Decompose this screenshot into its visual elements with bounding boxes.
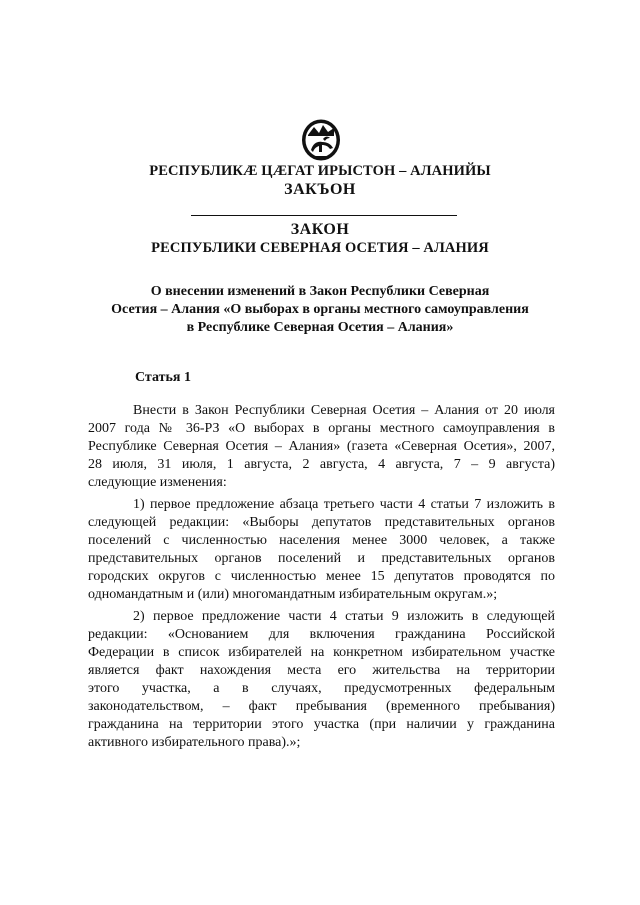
paragraph-line: Внести в Закон Республики Северная Осетия – Алания от 20 июля bbox=[133, 403, 555, 418]
paragraph-line: этого участка, а в случаях, предусмотренных федеральным bbox=[88, 681, 555, 696]
paragraph-line: 1) первое предложение абзаца третьего части 4 статьи 7 изложить в bbox=[133, 497, 555, 512]
paragraph-line: поселений с численностью населения менее 3000 человек, а также bbox=[88, 533, 555, 548]
law-subject-line: в Республике Северная Осетия – Алания» bbox=[186, 320, 454, 335]
paragraph-line: 2007 года № 36-РЗ «О выборах в органы местного самоуправления в bbox=[88, 421, 555, 436]
paragraph-line: законодательством, – факт пребывания (временного пребывания) bbox=[88, 699, 555, 714]
paragraph-line: Федерации в список избирателей на конкретном избирательном участке bbox=[88, 645, 555, 660]
paragraph-line: является факт нахождения места его жительства на территории bbox=[88, 663, 555, 678]
law-subject-line: О внесении изменений в Закон Республики Северная bbox=[150, 284, 490, 299]
coat-of-arms-icon bbox=[300, 117, 342, 163]
paragraph-line: Республике Северная Осетия – Алания» (газета «Северная Осетия», 2007, bbox=[88, 439, 555, 454]
paragraph-line: одномандатным и (или) многомандатным избирательным округам.»; bbox=[88, 587, 498, 602]
paragraph-line: 2) первое предложение части 4 статьи 9 изложить в следующей bbox=[133, 609, 555, 624]
paragraph-line: представительных органов поселений и представительных органов bbox=[88, 551, 555, 566]
republic-title-russian: РЕСПУБЛИКИ СЕВЕРНАЯ ОСЕТИЯ – АЛАНИЯ bbox=[151, 240, 489, 256]
article-heading: Статья 1 bbox=[135, 370, 191, 385]
paragraph-line: городских округов с численностью менее 15 депутатов проводятся по bbox=[88, 569, 555, 584]
republic-title-ossetian: РЕСПУБЛИКӔ ЦӔГАТ ИРЫСТОН – АЛАНИЙЫ bbox=[149, 163, 491, 179]
paragraph-line: следующие изменения: bbox=[88, 475, 227, 490]
paragraph-line: активного избирательного права).»; bbox=[88, 735, 301, 750]
paragraph-line: следующей редакции: «Выборы депутатов представительных органов bbox=[88, 515, 555, 530]
paragraph-line: гражданина на территории этого участка (при наличии у гражданина bbox=[88, 717, 555, 732]
paragraph-line: 28 июля, 31 июля, 1 августа, 2 августа, 4 августа, 7 – 9 августа) bbox=[88, 457, 555, 472]
law-title-russian: ЗАКОН bbox=[290, 221, 350, 238]
law-title-ossetian: ЗАКЪОН bbox=[284, 181, 356, 198]
law-subject-line: Осетия – Алания «О выборах в органы местного самоуправления bbox=[111, 302, 529, 317]
header-divider bbox=[191, 215, 457, 216]
paragraph-line: редакции: «Основанием для включения гражданина Российской bbox=[88, 627, 555, 642]
